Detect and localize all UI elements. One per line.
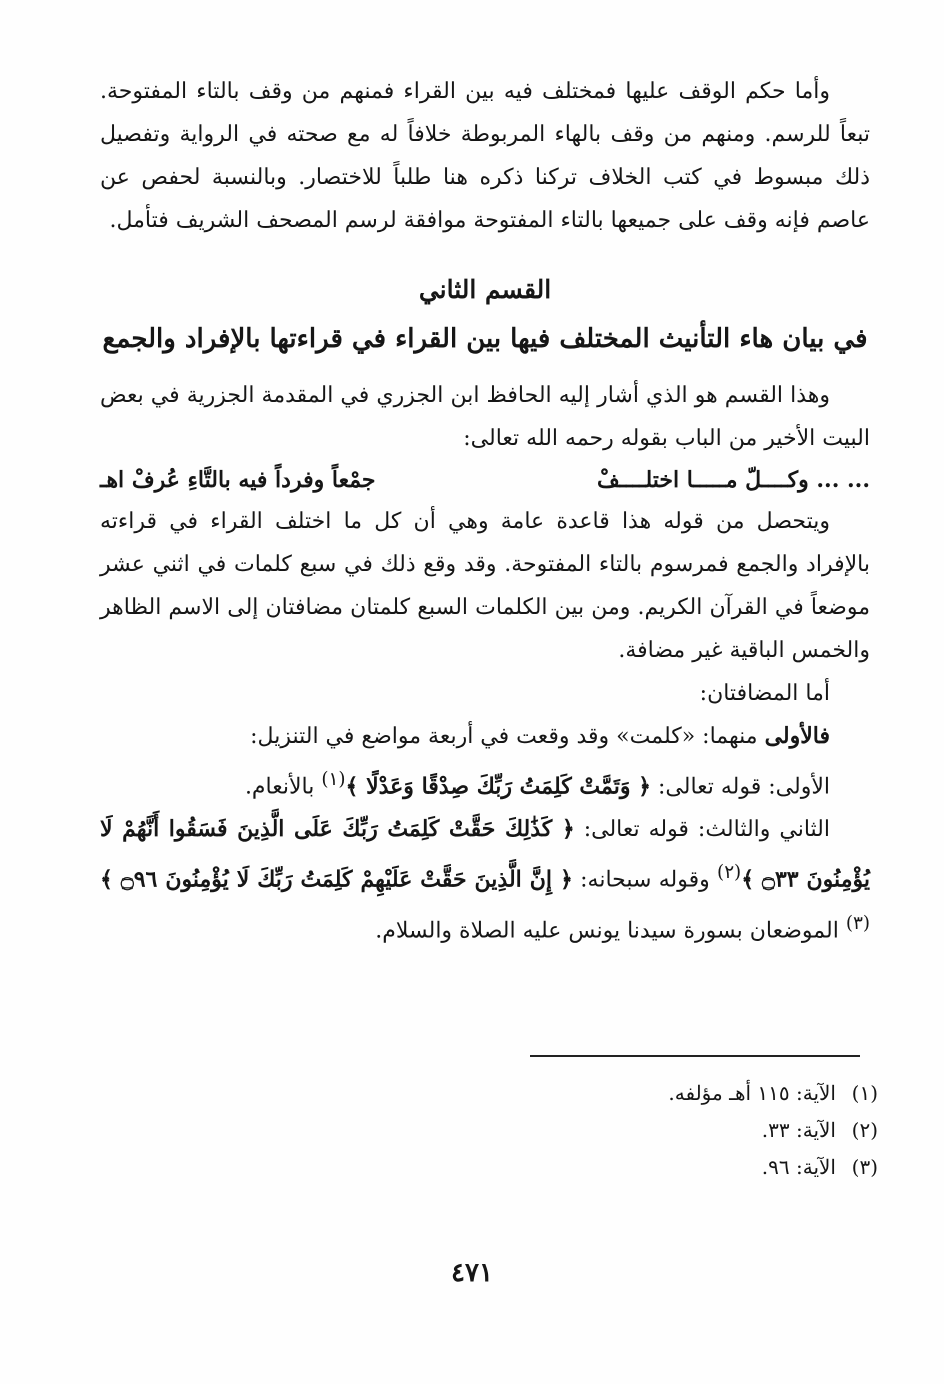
footnote-text: الآية: ١١٥ أهـ مؤلفه.: [668, 1081, 836, 1105]
paragraph-6-end: بالأنعام.: [244, 774, 322, 800]
paragraph-2: وهذا القسم هو الذي أشار إليه الحافظ ابن الجزري في المقدمة الجزرية في بعض البيت الأخير من الباب بقوله رحمه الله تعالى:: [100, 383, 870, 451]
main-text: [100, 70, 870, 952]
footnote-ref: (١): [321, 769, 346, 790]
paragraph-7-intro: الثاني والثالث: قوله تعالى:: [574, 817, 830, 843]
paragraph-5-text: منهما: «كلمت» وقد وقعت في أربعة مواضع في التنزيل:: [250, 724, 765, 749]
verse-first-hemistich: ... ... وكــــلّ مـــــا اختلــــفْ: [596, 467, 870, 493]
paragraph-5: [100, 715, 870, 758]
footnote-number: (٢): [851, 1118, 878, 1142]
footnote: [100, 1149, 878, 1186]
footnote-text: الآية: ٩٦.: [761, 1155, 836, 1179]
footnote-ref: (٣): [845, 912, 870, 934]
paragraph-7: [100, 808, 870, 952]
poetry-verse: [100, 460, 870, 500]
footnote-number: (٣): [851, 1155, 878, 1179]
bold-term: فالأولى: [764, 723, 830, 749]
paragraph-1: وأما حكم الوقف عليها فمختلف فيه بين القراء فمنهم من وقف بالتاء المفتوحة. تبعاً للرسم. ومنهم من وقف بالهاء المربوطة خلافاً له مع صحته في الرواية وتفصيل ذلك مبسوط في كتب الخلاف تركنا ذكره هنا طلباً للاختصار. وبالنسبة لحفص عن عاصم فإنه وقف على جميعها بالتاء المفتوحة موافقة لرسم المصحف الشريف فتأمل.: [100, 79, 870, 233]
footnote-ref: (٢): [717, 862, 742, 884]
paragraph-6: [100, 758, 870, 808]
paragraph-4: أما المضافتان:: [699, 681, 830, 706]
footnote-text: الآية: ٣٣.: [761, 1118, 836, 1142]
quran-verse: ﴿ إِنَّ الَّذِينَ حَقَّتْ عَلَيْهِمْ كَلِمَتُ رَبِّكَ لَا يُؤْمِنُونَ ۝٩٦ ﴾: [100, 866, 573, 893]
paragraph-3: ويتحصل من قوله هذا قاعدة عامة وهي أن كل ما اختلف القراء في قراءته بالإفراد والجمع فمرسوم بالتاء المفتوحة. وقد وقع ذلك في سبع كلمات في اثني عشر موضعاً في القرآن الكريم. ومن بين الكلمات السبع كلمتان مضافتان إلى الاسم الظاهر والخمس الباقية غير مضافة.: [100, 509, 870, 663]
page-number: ٤٧١: [451, 1258, 493, 1288]
footnotes: [100, 1075, 878, 1186]
footnote-number: (١): [851, 1081, 878, 1105]
paragraph-7-end: الموضعان بسورة سيدنا يونس عليه الصلاة والسلام.: [375, 917, 846, 943]
footnote: [100, 1075, 878, 1112]
section-heading: القسم الثاني: [418, 275, 552, 304]
paragraph-6-intro: الأولى: قوله تعالى:: [651, 774, 830, 800]
section-subheading: في بيان هاء التأنيث المختلف فيها بين القراء في قراءتها بالإفراد والجمع: [102, 324, 868, 354]
quran-verse: ﴿ كَذَٰلِكَ حَقَّتْ كَلِمَتُ رَبِّكَ عَلَى الَّذِينَ فَسَقُوا أَنَّهُمْ لَا يُؤْمِنُونَ ۝٣٣ ﴾: [100, 816, 870, 893]
paragraph-7-middle: وقوله سبحانه:: [572, 867, 718, 893]
quran-verse: ﴿ وَتَمَّتْ كَلِمَتُ رَبِّكَ صِدْقًا وَعَدْلًا ﴾: [345, 773, 651, 800]
footnote-separator: [530, 1055, 860, 1057]
verse-second-hemistich: جمْعاً وفرداً فيه بالتَّاءِ عُرفْ اهـ: [100, 467, 376, 493]
footnote: [100, 1112, 878, 1149]
